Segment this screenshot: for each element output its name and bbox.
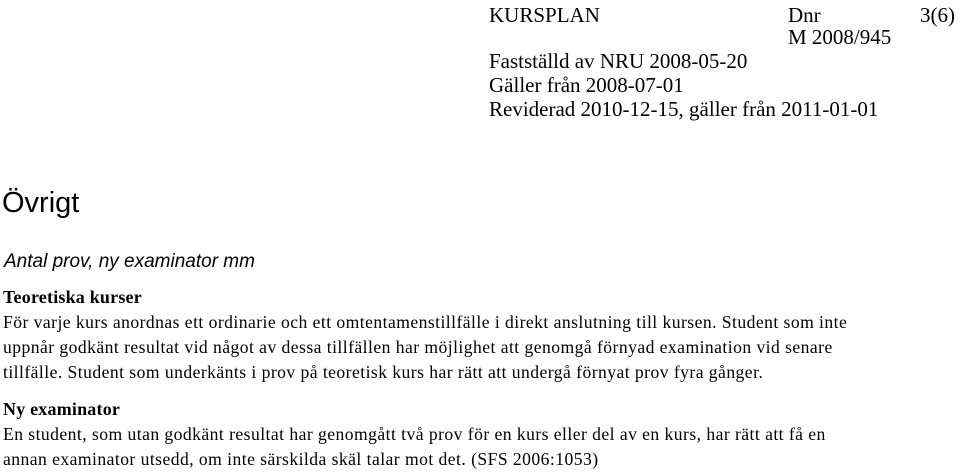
section-subtitle: Antal prov, ny examinator mm [4, 251, 255, 272]
new-examiner-text [3, 422, 953, 472]
text-line: annan examinator utsedd, om inte särskilda skäl talar mot det. (SFS 2006:1053) [3, 449, 599, 469]
theory-courses-text [3, 310, 953, 385]
revised-date: Reviderad 2010-12-15, gäller från 2011-01-01 [489, 97, 879, 121]
text-line: En student, som utan godkänt resultat har genomgått två prov för en kurs eller del av en kurs, har rätt att få en [3, 424, 826, 444]
document-type: KURSPLAN [489, 3, 600, 27]
dnr-label: Dnr [788, 3, 821, 27]
dnr-value: M 2008/945 [788, 25, 892, 49]
text-line: uppnår godkänt resultat vid något av dessa tillfällen har möjlighet att genomgå förnyad examination vid senare [3, 337, 833, 357]
text-line: tillfälle. Student som underkänts i prov på teoretisk kurs har rätt att undergå förnyat prov fyra gånger. [3, 362, 764, 382]
valid-from-date: Gäller från 2008-07-01 [489, 73, 684, 97]
page-number: 3(6) [920, 3, 955, 27]
text-line: För varje kurs anordnas ett ordinarie och ett omtentamenstillfälle i direkt anslutning till kursen. Student som inte [3, 312, 848, 332]
established-date: Fastställd av NRU 2008-05-20 [489, 49, 748, 73]
theory-courses-heading: Teoretiska kurser [3, 287, 142, 307]
section-title: Övrigt [2, 187, 80, 219]
new-examiner-heading: Ny examinator [3, 399, 121, 419]
